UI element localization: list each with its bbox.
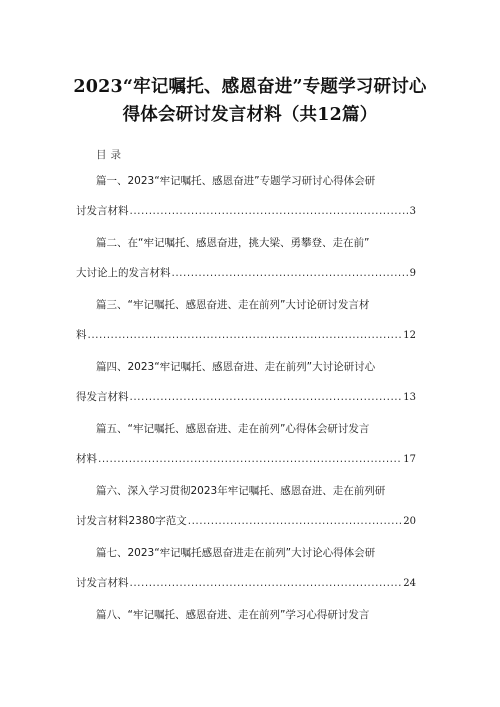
document-title-line-2: 得体会研讨发言材料（共12篇） [122,105,378,125]
toc-entry-4-line-2[interactable] [76,389,416,405]
toc-page-number: 12 [403,330,416,341]
toc-page-number: 13 [403,392,416,403]
toc-entry-5-line-1[interactable]: 篇五、“牢记嘱托、感恩奋进、走在前列”心得体会研讨发言 [96,423,370,435]
toc-page-number: 9 [409,268,416,279]
toc-page-number: 3 [409,206,416,217]
toc-entry-text: 材料 [76,453,97,465]
toc-entry-3-line-2[interactable] [76,327,416,343]
toc-entry-text: 大讨论上的发言材料 [76,267,171,279]
dot-leader [98,451,402,467]
dot-leader [130,575,403,591]
toc-page-number: 17 [403,454,416,465]
toc-entry-text: 得发言材料 [76,391,129,403]
toc-entry-3-line-1[interactable]: 篇三、“牢记嘱托、感恩奋进、走在前列”大讨论研讨发言材 [96,299,370,311]
toc-entry-6-line-1[interactable]: 篇六、深入学习贯彻2023年牢记嘱托、感恩奋进、走在前列研 [96,485,386,497]
dot-leader [130,203,409,219]
toc-entry-2-line-2[interactable] [76,265,416,281]
toc-entry-8-line-1[interactable]: 篇八、“牢记嘱托、感恩奋进、走在前列”学习心得研讨发言 [96,609,370,621]
toc-entry-2-line-1[interactable]: 篇二、在“牢记嘱托、感恩奋进，挑大梁、勇攀登、走在前” [96,237,370,249]
toc-heading: 目录 [96,149,125,161]
toc-entry-6-line-2[interactable] [76,513,416,529]
toc-entry-7-line-2[interactable] [76,575,416,591]
dot-leader [188,513,403,529]
dot-leader [88,327,403,343]
toc-entry-text: 讨发言材料2380字范文 [76,515,187,527]
toc-entry-4-line-1[interactable]: 篇四、2023“牢记嘱托、感恩奋进、走在前列”大讨论研讨心 [96,361,376,373]
toc-page-number: 24 [403,578,416,589]
dot-leader [172,265,409,281]
toc-entry-1-line-1[interactable]: 篇一、2023“牢记嘱托、感恩奋进”专题学习研讨心得体会研 [96,175,376,187]
document-title-line-1: 2023“牢记嘱托、感恩奋进”专题学习研讨心 [73,77,427,97]
toc-entry-text: 讨发言材料 [76,577,129,589]
dot-leader [130,389,403,405]
toc-entry-5-line-2[interactable] [76,451,416,467]
toc-entry-7-line-1[interactable]: 篇七、2023“牢记嘱托感恩奋进走在前列”大讨论心得体会研 [96,547,376,559]
toc-page-number: 20 [403,516,416,527]
toc-entry-text: 讨发言材料 [76,205,129,217]
toc-entry-text: 料 [76,329,87,341]
toc-entry-1-line-2[interactable] [76,203,416,219]
